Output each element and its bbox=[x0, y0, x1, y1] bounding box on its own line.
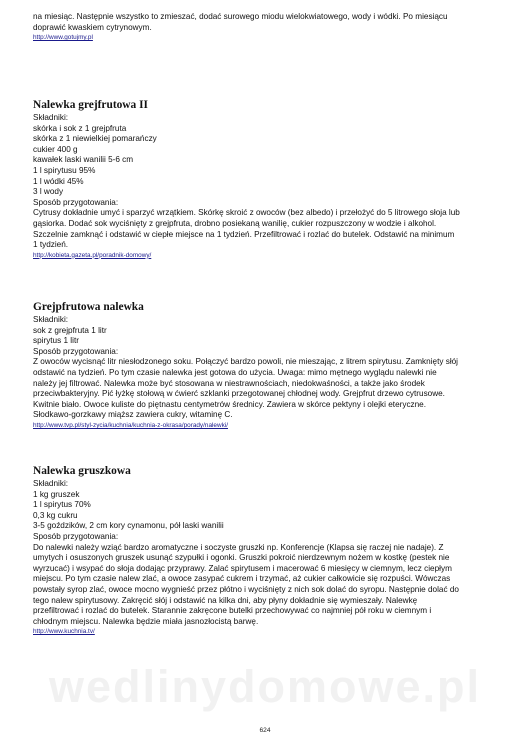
text-line: należy jej filtrować. Nalewka może być stosowana w niestrawnościach, niedokwaśności, a także jako środek bbox=[33, 378, 425, 388]
text-line: Kwitnie biało. Owoce kuliste do piętnastu centymetrów średnicy. Zawiera w skórce pektyny i olejki eteryczne. bbox=[33, 399, 427, 409]
text-line: Sposób przygotowania: bbox=[33, 346, 119, 356]
recipe-title: Grejpfrutowa nalewka bbox=[33, 301, 144, 313]
text-line: 0,3 kg cukru bbox=[33, 510, 78, 520]
text-line: powstały syrop zlać, owoce mocno wygnieść przez płótno i wyciśnięty z nich sok dolać do syropu. Następnie dolać do bbox=[33, 584, 459, 594]
site-watermark: wedlinydomowe.pl bbox=[48, 661, 482, 712]
text-line: Sposób przygotowania: bbox=[33, 531, 119, 541]
page-number: 624 bbox=[259, 727, 271, 734]
text-line: Sposób przygotowania: bbox=[33, 197, 119, 207]
text-line: miejscu. Po tym czasie nalew zlać, a owoce zasypać cukrem i trzymać, aż cukier całkowicie się rozpuści. Wówczas bbox=[33, 574, 451, 584]
text-line: Do nalewki należy wziąć bardzo aromatyczne i soczyste gruszki np. Konferencje (Klapsa się raczej nie nadaje). Z bbox=[33, 542, 444, 552]
source-link[interactable]: http://www.tvp.pl/styl-zycia/kuchnia/kuchnia-z-okrasa/porady/nalewki/ bbox=[33, 421, 228, 429]
text-line: odstawić na tydzień. Po tym czasie nalewka jest gotowa do użycia. Uwaga: mimo mętnego wyglądu nalewki nie bbox=[33, 367, 437, 377]
text-line: doprawić kwaskiem cytrynowym. bbox=[33, 22, 152, 32]
text-line: 1 tydzień. bbox=[33, 240, 69, 250]
text-line: Cytrusy dokładnie umyć i sparzyć wrzątkiem. Skórkę skroić z owoców (bez albedo) i przełożyć do 5 litrowego słoja lub bbox=[33, 208, 460, 218]
text-line: przefiltrować i rozlać do butelek. Starannie zakręcone butelki przechowywać co najmniej pół roku w ciemnym i bbox=[33, 606, 432, 616]
text-line: przeciwbakteryjny. Pić łyżkę stołową w ćwierć szklanki przegotowanej chłodnej wody. Grejpfrut drzewo cytrusowe. bbox=[33, 389, 445, 399]
text-line: Składniki: bbox=[33, 315, 69, 324]
text-line: na miesiąc. Następnie wszystko to zmieszać, dodać surowego miodu wielokwiatowego, wody i wódki. Po miesiącu bbox=[33, 12, 448, 21]
text-line: Składniki: bbox=[33, 113, 69, 122]
source-link[interactable]: http://www.kuchnia.tv/ bbox=[33, 628, 95, 636]
text-line: wyrzucać) i wsypać do słoja dodając przyprawy. Zalać spirytusem i macerować 6 miesięcy w ciemnym, lecz ciepłym bbox=[33, 563, 452, 573]
text-line: kawałek laski wanilii 5-6 cm bbox=[33, 155, 134, 165]
recipe-nalewka-gruszkowa bbox=[33, 464, 503, 638]
text-line: spirytus 1 litr bbox=[33, 336, 79, 346]
text-line: Szczelnie zamknąć i odstawić w ciepłe miejsce na 1 tydzień. Przefiltrować i rozlać do butelek. Odstawić na minimum bbox=[33, 229, 455, 239]
text-line: cukier 400 g bbox=[33, 144, 78, 154]
text-line: Składniki: bbox=[33, 479, 69, 488]
source-link[interactable]: http://kobieta.gazeta.pl/poradnik-domowy/ bbox=[33, 251, 152, 259]
text-line: chłodnym miejscu. Nalewka będzie miała jasnozłocistą barwę. bbox=[33, 616, 259, 626]
text-line: 3 l wody bbox=[33, 187, 64, 197]
text-line: 3-5 goździków, 2 cm kory cynamonu, pół laski wanilii bbox=[33, 521, 224, 531]
text-line: 1 l spirytusu 95% bbox=[33, 165, 96, 175]
intro-section bbox=[33, 12, 503, 44]
text-line: gąsiorka. Dodać sok wyciśnięty z grejpfruta, drobno posiekaną wanilię, cukier rozpuszczony w wodzie i alkohol. bbox=[33, 218, 437, 228]
text-line: umytych i osuszonych gruszek usunąć szypułki i ogonki. Gruszki pokroić nierdzewnym nożem w kostkę (pestek nie bbox=[33, 553, 450, 563]
text-line: skórka z 1 niewielkiej pomarańczy bbox=[33, 134, 157, 144]
recipe-grejpfrutowa-nalewka bbox=[33, 300, 503, 432]
text-line: 1 kg gruszek bbox=[33, 489, 80, 499]
text-line: 1 l wódki 45% bbox=[33, 176, 84, 186]
source-link[interactable]: http://www.gotujmy.pl bbox=[33, 34, 93, 42]
text-line: Słodkawo-gorzkawy miąższ zawiera cukry, witaminę C. bbox=[33, 410, 233, 420]
recipe-grejfrutowa-ii bbox=[33, 98, 503, 262]
recipe-title: Nalewka grejfrutowa II bbox=[33, 99, 148, 111]
recipe-title: Nalewka gruszkowa bbox=[33, 465, 131, 477]
text-line: sok z grejpfruta 1 litr bbox=[33, 325, 107, 335]
text-line: Z owoców wycisnąć litr niesłodzonego soku. Połączyć bardzo powoli, nie mieszając, z litrem spirytusu. Zamknięty słój bbox=[33, 357, 459, 367]
text-line: tego nalew spirytusowy. Zakręcić słój i odstawić na kilka dni, aby płyny dokładnie się wymieszały. Nalewkę bbox=[33, 595, 418, 605]
text-line: skórka i sok z 1 grejpfruta bbox=[33, 123, 127, 133]
text-line: 1 l spirytus 70% bbox=[33, 500, 91, 510]
